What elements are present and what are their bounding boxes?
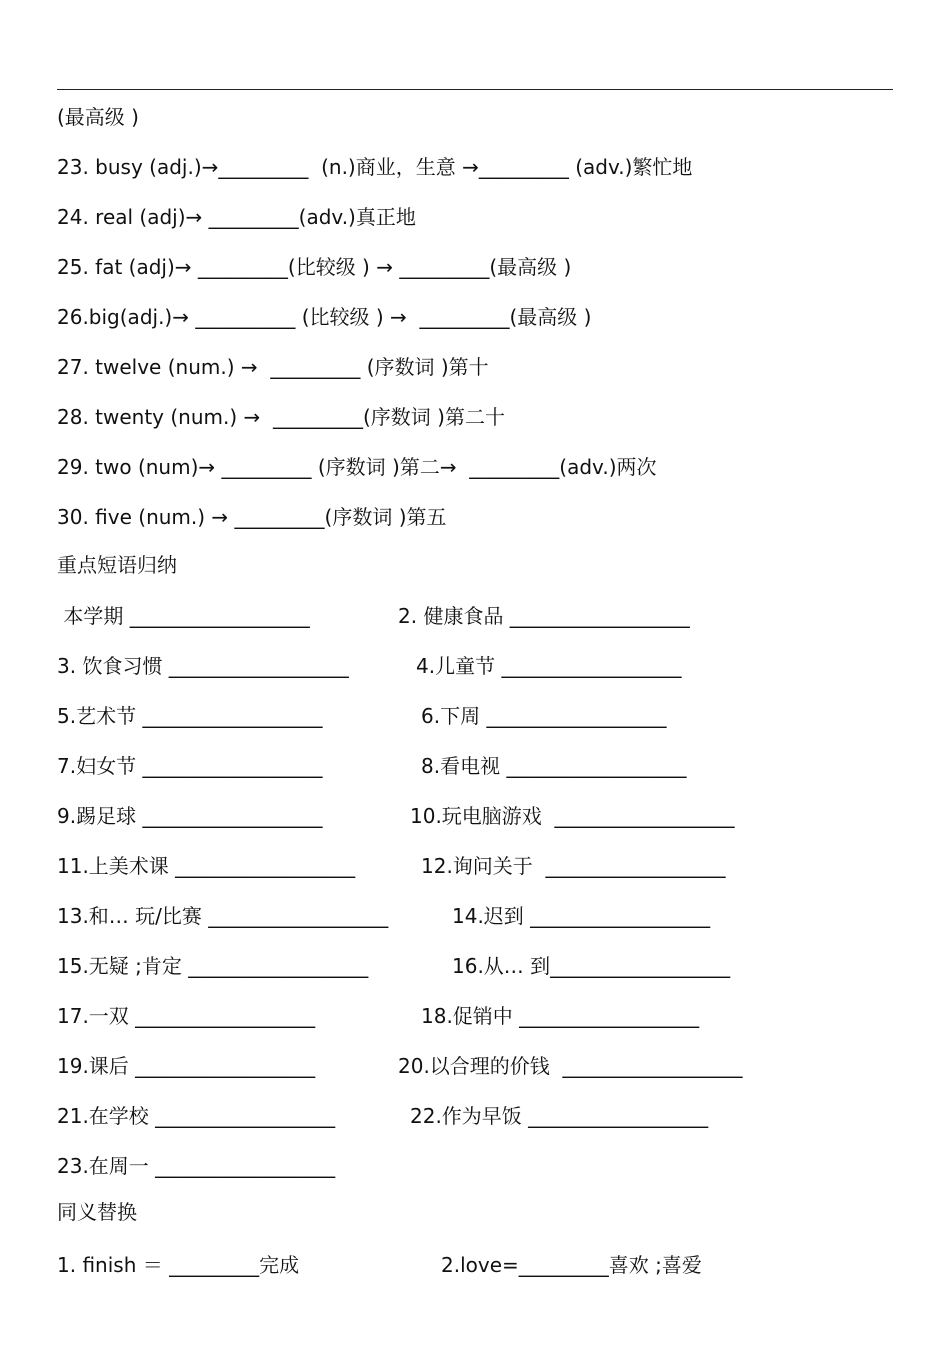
phrase-item: 11.上美术课 __________________: [57, 854, 356, 878]
word-form-item: 29. two (num)→ _________ (序数词 )第二→ _________(adv.)两次: [57, 455, 657, 479]
phrase-item: 5.艺术节 __________________: [57, 704, 323, 728]
phrase-item: 4.儿童节 __________________: [416, 654, 682, 678]
phrase-item: 16.从… 到__________________: [452, 954, 731, 978]
phrase-item: 8.看电视 __________________: [421, 754, 687, 778]
phrase-item: 23.在周一 __________________: [57, 1154, 336, 1178]
phrase-item: 3. 饮食习惯 __________________: [57, 654, 349, 678]
phrase-item: 20.以合理的价钱 __________________: [398, 1054, 743, 1078]
phrase-item: 18.促销中 __________________: [421, 1004, 700, 1028]
section-heading-synonyms: 同义替换: [57, 1200, 137, 1224]
synonym-item: 2.love=_________喜欢 ;喜爱: [441, 1253, 702, 1277]
phrase-item: 13.和… 玩/比赛 __________________: [57, 904, 389, 928]
word-form-item: 26.big(adj.)→ __________ (比较级 ) → _________(最高级 ): [57, 305, 592, 329]
continued-note: (最高级 ): [57, 105, 139, 129]
word-form-item: 27. twelve (num.) → _________ (序数词 )第十: [57, 355, 489, 379]
top-divider: [57, 89, 893, 90]
phrase-item: 21.在学校 __________________: [57, 1104, 336, 1128]
word-form-item: 30. five (num.) → _________(序数词 )第五: [57, 505, 447, 529]
phrase-item: 9.踢足球 __________________: [57, 804, 323, 828]
word-form-item: 24. real (adj)→ _________(adv.)真正地: [57, 205, 416, 229]
phrase-item: 14.迟到 __________________: [452, 904, 711, 928]
phrase-item: 17.一双 __________________: [57, 1004, 316, 1028]
phrase-item: 22.作为早饭 __________________: [410, 1104, 709, 1128]
phrase-item: 10.玩电脑游戏 __________________: [410, 804, 735, 828]
phrase-item: 6.下周 __________________: [421, 704, 667, 728]
word-form-item: 23. busy (adj.)→_________ (n.)商业，生意 →_________ (adv.)繁忙地: [57, 155, 693, 179]
word-form-item: 28. twenty (num.) → _________(序数词 )第二十: [57, 405, 505, 429]
phrase-item: 19.课后 __________________: [57, 1054, 316, 1078]
section-heading-phrases: 重点短语归纳: [57, 553, 177, 577]
phrase-item: 2. 健康食品 __________________: [398, 604, 690, 628]
phrase-item: 7.妇女节 __________________: [57, 754, 323, 778]
phrase-item: 15.无疑 ;肯定 __________________: [57, 954, 369, 978]
phrase-item: 本学期 __________________: [57, 604, 310, 628]
word-form-item: 25. fat (adj)→ _________(比较级 ) → _________(最高级 ): [57, 255, 572, 279]
phrase-item: 12.询问关于 __________________: [421, 854, 726, 878]
synonym-item: 1. finish ＝ _________完成: [57, 1253, 300, 1277]
